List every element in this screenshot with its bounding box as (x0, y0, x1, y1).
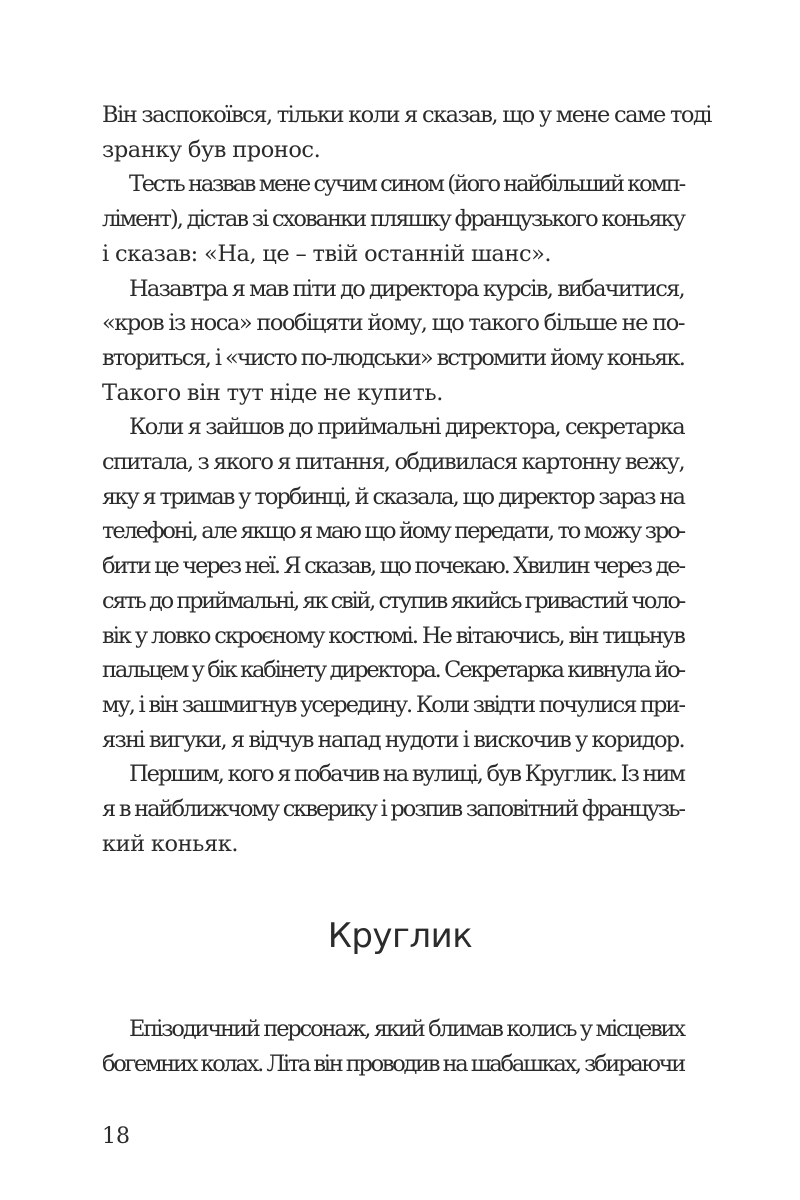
paragraph (102, 167, 711, 271)
text-line: яку я тримав у торбинці, й сказала, що директор зараз на (102, 483, 684, 510)
paragraph (102, 1012, 711, 1081)
chapter-title: Круглик (327, 916, 473, 956)
text-line: і сказав: «На, це – твій останній шанс». (102, 240, 552, 267)
paragraph (102, 98, 711, 167)
text-line: кий коньяк. (102, 830, 239, 857)
text-line: я в найближчому скверику і розпив заповітний французь- (102, 796, 684, 823)
paragraph (102, 757, 711, 861)
text-line: Такого він тут ніде не купить. (102, 379, 443, 406)
paragraph (102, 272, 711, 411)
text-line: телефоні, але якщо я маю що йому передати, то можу зро- (102, 518, 684, 545)
text-line: Коли я зайшов до приймальні директора, секретарка (129, 414, 684, 441)
text-line: зранку був пронос. (102, 136, 321, 163)
paragraph (102, 410, 711, 757)
text-line: Він заспокоївся, тільки коли я сказав, що у мене саме тоді (102, 102, 711, 128)
text-line: спитала, з якого я питання, обдивилася картонну вежу, (102, 449, 684, 476)
text-line: пальцем у бік кабінету директора. Секретарка кивнула йо- (102, 657, 684, 684)
text-line: вториться, і «чисто по-людськи» встромити йому коньяк. (102, 344, 684, 371)
page-number: 18 (102, 1124, 130, 1149)
main-text (102, 98, 711, 861)
text-line: Епізодичний персонаж, який блимав колись у місцевих (129, 1016, 684, 1042)
text-line: Першим, кого я побачив на вулиці, був Круглик. Із ним (129, 761, 684, 788)
text-line: вік у ловко скроєному костюмі. Не вітаючись, він тицьнув (102, 622, 684, 649)
text-line: лімент), дістав зі схованки пляшку французького коньяку (102, 206, 684, 233)
text-line: бити це через неї. Я сказав, що почекаю. Хвилин через де- (102, 553, 684, 580)
text-line: язні вигуки, я відчув напад нудоти і вискочив у коридор. (102, 726, 684, 753)
text-line: сять до приймальні, як свій, ступив якийсь гривастий чоло- (102, 587, 685, 614)
text-line: Назавтра я мав піти до директора курсів, вибачитися, (129, 275, 684, 302)
text-line: Тесть назвав мене сучим сином (його найбільший комп- (129, 171, 684, 198)
text-line: му, і він зашмигнув усередину. Коли звідти почулися при- (102, 691, 684, 718)
chapter-text (102, 1012, 711, 1081)
text-line: богемних колах. Літа він проводив на шабашках, збираючи (102, 1050, 684, 1077)
text-line: «кров із носа» пообіцяти йому, що такого більше не по- (102, 310, 684, 337)
